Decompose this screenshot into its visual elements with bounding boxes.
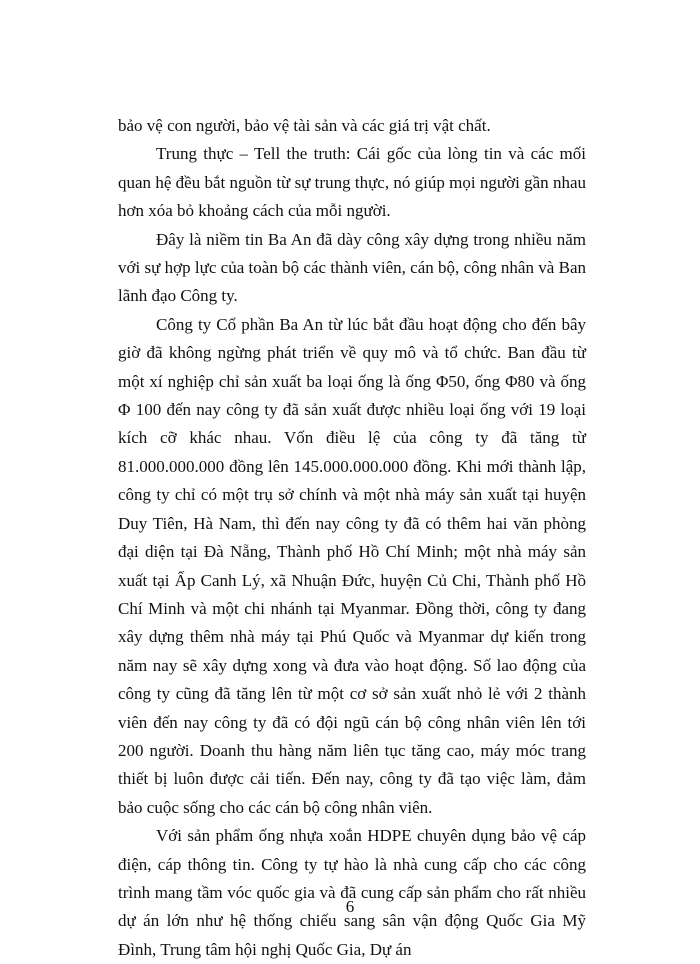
paragraph-honesty: Trung thực – Tell the truth: Cái gốc của lòng tin và các mối quan hệ đều bắt nguồn từ sự trung thực, nó giúp mọi người gần nhau hơn xóa bỏ khoảng cách của mỗi người. (118, 144, 586, 221)
page-number: 6 (345, 897, 355, 916)
body-text (118, 112, 586, 964)
paragraph-products: Với sản phẩm ống nhựa xoắn HDPE chuyên dụng bảo vệ cáp điện, cáp thông tin. Công ty tự hào là nhà cung cấp cho các công trình mang tầm vóc quốc gia và đã cung cấp sản phẩm cho rất nhiều dự án lớn như hệ thống chiếu sang sân vận động Quốc Gia Mỹ Đình, Trung tâm hội nghị Quốc Gia, Dự án (118, 826, 586, 959)
paragraph-company-growth: Công ty Cổ phần Ba An từ lúc bắt đầu hoạt động cho đến bây giờ đã không ngừng phát triển về quy mô và tổ chức. Ban đầu từ một xí nghiệp chỉ sản xuất ba loại ống là ống Φ50, ống Φ80 và ống Φ 100 đến nay công ty đã sản xuất được nhiều loại ống với 19 loại kích cỡ khác nhau. Vốn điều lệ của công ty đã tăng từ 81.000.000.000 đồng lên 145.000.000.000 đồng. Khi mới thành lập, công ty chỉ có một trụ sở chính và một nhà máy sản xuất tại huyện Duy Tiên, Hà Nam, thì đến nay công ty đã có thêm hai văn phòng đại diện tại Đà Nẵng, Thành phố Hồ Chí Minh; một nhà máy sản xuất tại Ấp Canh Lý, xã Nhuận Đức, huyện Củ Chi, Thành phố Hồ Chí Minh và một chi nhánh tại Myanmar. Đồng thời, công ty đang xây dựng thêm nhà máy tại Phú Quốc và Myanmar dự kiến trong năm nay sẽ xây dựng xong và đưa vào hoạt động. Số lao động của công ty cũng đã tăng lên từ một cơ sở sản xuất nhỏ lẻ với 2 thành viên đến nay công ty đã có đội ngũ cán bộ công nhân viên lên tới 200 người. Doanh thu hàng năm liên tục tăng cao, máy móc trang thiết bị luôn được cải tiến. Đến nay, công ty đã tạo việc làm, đảm bảo cuộc sống cho các cán bộ công nhân viên. (118, 314, 586, 817)
paragraph-continuation: bảo vệ con người, bảo vệ tài sản và các giá trị vật chất. (118, 116, 491, 135)
paragraph-trust: Đây là niềm tin Ba An đã dày công xây dựng trong nhiều năm với sự hợp lực của toàn bộ các thành viên, cán bộ, công nhân và Ban lãnh đạo Công ty. (118, 229, 586, 306)
